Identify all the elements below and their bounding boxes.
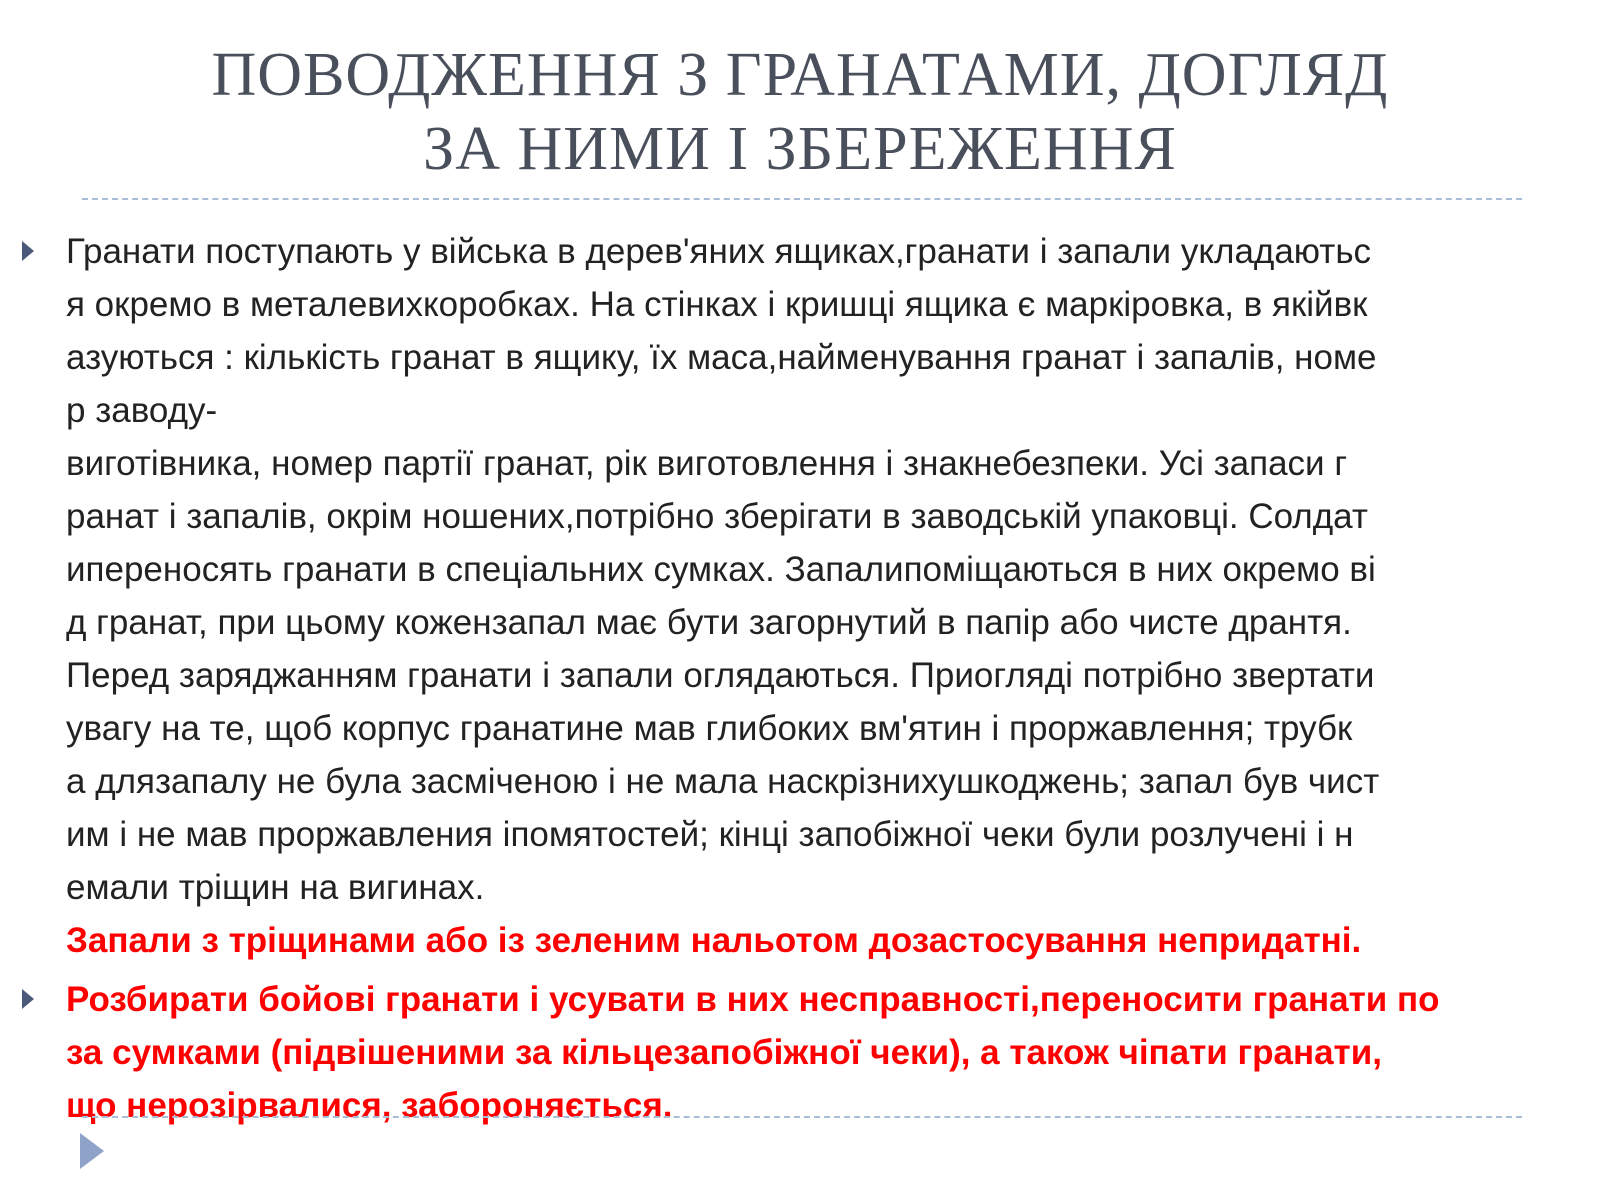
bullet-triangle-icon [22,989,34,1009]
body-line: емали тріщин на вигинах. [66,868,485,907]
body-line: увагу на те, щоб корпус гранатине мав глибоких вм'ятин і проржавлення; трубк [66,709,1353,748]
body-line: Гранати поступають у війська в дерев'яних ящиках,гранати і запали укладаютьс [66,232,1372,271]
body-line: азуються : кількість гранат в ящику, їх маса,найменування гранат і запалів, номе [66,338,1377,377]
slide-title [0,38,1600,186]
bullet-item-2 [20,973,1590,1132]
body-line: я окремо в металевихкоробках. На стінках і кришці ящика є маркіровка, в якійвк [66,285,1368,324]
body-line: виготівника, номер партії гранат, рік виготовлення і знакнебезпеки. Усі запаси г [66,444,1348,483]
bullet-triangle-icon [22,241,34,261]
body-line: д гранат, при цьому кожензапал має бути загорнутий в папір або чисте дрантя. [66,603,1352,642]
body-line: Перед заряджанням гранати і запали оглядаються. Приогляді потрібно звертати [66,656,1375,695]
footer-divider [82,1116,1522,1118]
slide-title-line-2: ЗА НИМИ І ЗБЕРЕЖЕННЯ [423,115,1177,183]
slide-title-line-1: ПОВОДЖЕННЯ З ГРАНАТАМИ, ДОГЛЯД [211,41,1389,109]
prohibition-line: за сумками (підвішеними за кільцезапобіжної чеки), а також чіпати гранати, [66,1033,1382,1072]
slide-body [20,225,1590,1138]
body-line: им і не мав проржавления іпомятостей; кінці запобіжної чеки були розлучені і н [66,815,1354,854]
warning-line: Запали з тріщинами або із зеленим нальотом дозастосування непридатні. [66,921,1362,960]
bullet-item-1 [20,225,1590,967]
corner-triangle-icon [80,1133,104,1169]
body-line: ранат і запалів, окрім ношених,потрібно зберігати в заводській упаковці. Солдат [66,497,1368,536]
body-line: а длязапалу не була засміченою і не мала наскрізнихушкоджень; запал був чист [66,762,1380,801]
prohibition-line: Розбирати бойові гранати і усувати в них несправності,переносити гранати по [66,980,1440,1019]
prohibition-line: що нерозірвалися, забороняється. [66,1086,673,1125]
title-divider [82,198,1522,200]
body-line: р заводу- [66,391,218,430]
body-line: ипереносять гранати в спеціальних сумках. Запалипоміщаються в них окремо ві [66,550,1376,589]
